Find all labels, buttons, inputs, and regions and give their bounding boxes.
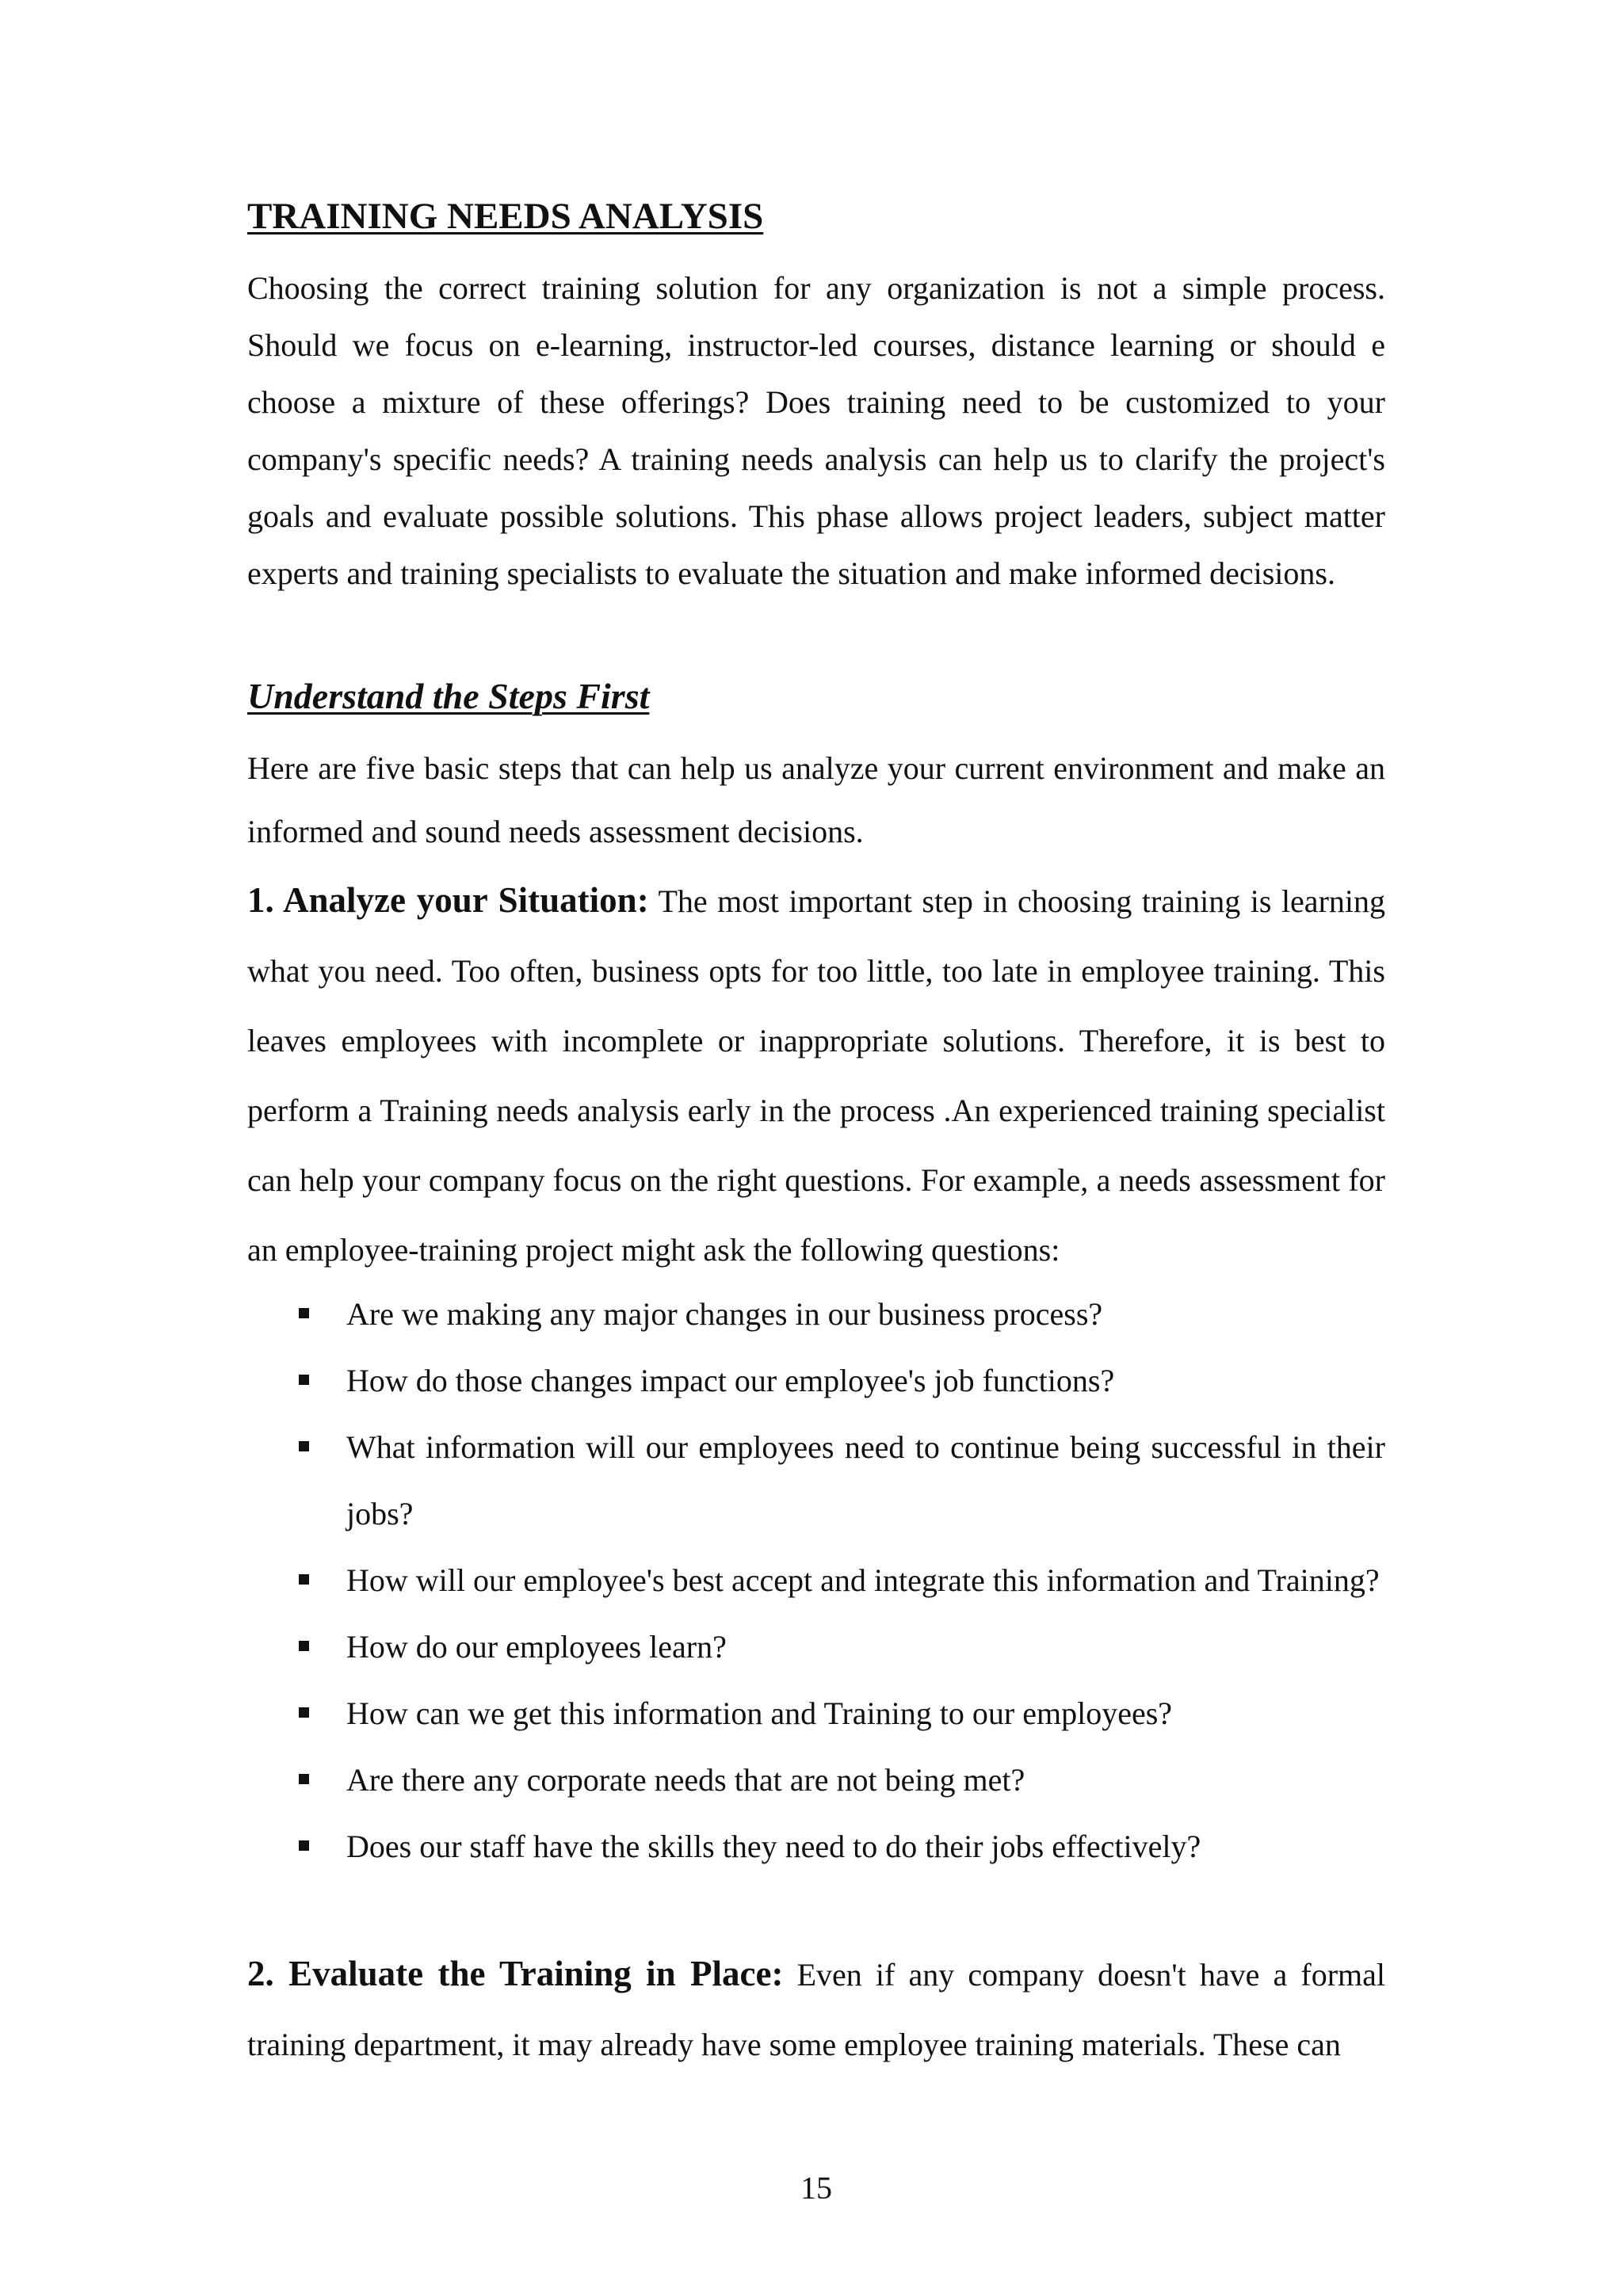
square-bullet-icon xyxy=(299,1774,309,1784)
list-item-text: How will our employee's best accept and integrate this information and Training? xyxy=(346,1562,1380,1598)
list-item xyxy=(247,1547,1385,1614)
page-number: 15 xyxy=(800,2170,832,2206)
square-bullet-icon xyxy=(299,1574,309,1585)
step-1-paragraph xyxy=(247,865,1385,1285)
list-item xyxy=(247,1747,1385,1814)
page-heading: TRAINING NEEDS ANALYSIS xyxy=(247,196,764,237)
list-item-text: How do our employees learn? xyxy=(346,1629,727,1665)
list-item xyxy=(247,1814,1385,1880)
square-bullet-icon xyxy=(299,1375,309,1385)
list-item-text: How do those changes impact our employee's job functions? xyxy=(346,1363,1115,1398)
square-bullet-icon xyxy=(299,1441,309,1451)
step-1-text: The most important step in choosing training is learning what you need. Too often, business opts for too little, too late in employee training. This leaves employees with incomplete or inappropriate solutions. Therefore, it is best to perform a Training needs analysis early in the process .An experienced training specialist can help your company focus on the right questions. For example, a needs assessment for an employee-training project might ask the following questions: xyxy=(247,883,1385,1268)
list-item xyxy=(247,1281,1385,1348)
list-item xyxy=(247,1614,1385,1680)
section-subheading: Understand the Steps First xyxy=(247,676,650,716)
list-item xyxy=(247,1680,1385,1747)
intro-paragraph: Choosing the correct training solution for any organization is not a simple process. Should we focus on e-learning, instructor-led courses, distance learning or should e choose a mixture of these offerings? Does training need to be customized to your company's specific needs? A training needs analysis can help us to clarify the project's goals and evaluate possible solutions. This phase allows project leaders, subject matter experts and training specialists to evaluate the situation and make informed decisions. xyxy=(247,270,1385,591)
question-list xyxy=(247,1281,1385,1880)
list-item-text: What information will our employees need to continue being successful in their jobs? xyxy=(346,1429,1385,1531)
square-bullet-icon xyxy=(299,1707,309,1718)
list-item-text: Are there any corporate needs that are not being met? xyxy=(346,1762,1025,1798)
list-item xyxy=(247,1414,1385,1547)
list-item xyxy=(247,1348,1385,1414)
steps-intro-paragraph: Here are five basic steps that can help us analyze your current environment and make an informed and sound needs assessment decisions. xyxy=(247,750,1385,849)
step-1-title: 1. Analyze your Situation: xyxy=(247,880,649,920)
list-item-text: How can we get this information and Training to our employees? xyxy=(346,1695,1173,1731)
step-2-title: 2. Evaluate the Training in Place: xyxy=(247,1954,784,1993)
square-bullet-icon xyxy=(299,1840,309,1851)
step-2-paragraph xyxy=(247,1939,1385,2080)
list-item-text: Are we making any major changes in our business process? xyxy=(346,1296,1103,1332)
step-2-text: Even if any company doesn't have a formal training department, it may already have some employee training materials. These can xyxy=(247,1957,1385,2062)
list-item-text: Does our staff have the skills they need to do their jobs effectively? xyxy=(346,1829,1201,1864)
square-bullet-icon xyxy=(299,1641,309,1651)
square-bullet-icon xyxy=(299,1308,309,1318)
